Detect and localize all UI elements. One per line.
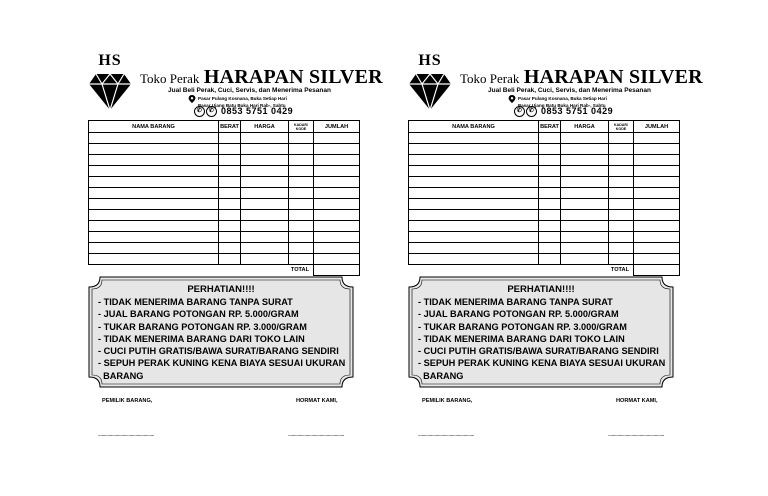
column-header-name: NAMA BARANG [89,121,219,133]
shop-signature-label: HORMAT KAMI, [296,398,338,404]
table-cell[interactable] [89,177,219,188]
table-cell[interactable] [289,243,314,254]
table-cell[interactable] [609,221,634,232]
table-cell[interactable] [561,232,609,243]
table-cell[interactable] [89,188,219,199]
diamond-icon [88,72,132,112]
table-cell[interactable] [314,144,360,155]
table-cell[interactable] [561,221,609,232]
table-row [409,243,680,254]
notice-list [98,296,345,382]
address-line-1: Pasar Pulang Kosnana, Buka Setiap Hari [518,96,607,101]
table-cell[interactable] [289,133,314,144]
shop-phone [194,106,293,117]
table-cell[interactable] [89,133,219,144]
phone-number: 0853 5751 0429 [541,106,614,116]
column-header-name: NAMA BARANG [409,121,539,133]
table-row [89,144,360,155]
table-cell[interactable] [219,210,241,221]
table-cell[interactable] [241,254,289,265]
table-row [89,133,360,144]
table-row [89,188,360,199]
shop-prefix: Toko Perak [140,71,200,86]
table-cell[interactable] [609,166,634,177]
table-cell[interactable] [314,254,360,265]
table-cell[interactable] [609,177,634,188]
table-cell[interactable] [609,210,634,221]
table-cell[interactable] [561,177,609,188]
table-cell[interactable] [561,144,609,155]
table-cell[interactable] [89,199,219,210]
table-cell[interactable] [539,254,561,265]
shop-title [460,66,703,89]
table-cell[interactable] [219,243,241,254]
items-table [88,120,360,276]
table-row [89,177,360,188]
notice-item: - JUAL BARANG POTONGAN RP. 5.000/GRAM [418,309,619,320]
table-cell[interactable] [634,177,680,188]
table-cell[interactable] [609,243,634,254]
table-row [89,254,360,265]
table-cell[interactable] [409,155,539,166]
receipt-left [84,0,383,496]
notice-item: - TIDAK MENERIMA BARANG DARI TOKO LAIN [418,333,625,344]
total-value-cell[interactable] [634,265,680,276]
shop-tagline: Jual Beli Perak, Cuci, Servis, dan Menerima Pesanan [488,87,651,94]
table-cell[interactable] [539,243,561,254]
table-cell[interactable] [241,232,289,243]
table-cell[interactable] [539,188,561,199]
table-cell[interactable] [314,243,360,254]
table-cell[interactable] [561,243,609,254]
owner-signature-line: ................................................ [418,432,475,438]
table-cell[interactable] [634,166,680,177]
table-cell[interactable] [241,155,289,166]
table-cell[interactable] [561,210,609,221]
table-cell[interactable] [409,177,539,188]
table-row [409,166,680,177]
shop-tagline: Jual Beli Perak, Cuci, Servis, dan Menerima Pesanan [168,87,331,94]
shop-phone [514,106,613,117]
table-cell[interactable] [609,155,634,166]
table-cell[interactable] [409,254,539,265]
notice-item: BARANG [98,370,144,381]
table-cell[interactable] [89,221,219,232]
total-row [89,265,360,276]
shop-name: HARAPAN SILVER [523,66,703,88]
table-cell[interactable] [289,155,314,166]
table-cell[interactable] [289,144,314,155]
table-cell[interactable] [409,210,539,221]
table-cell[interactable] [409,243,539,254]
table-row [89,232,360,243]
table-cell[interactable] [219,133,241,144]
table-cell[interactable] [409,144,539,155]
table-cell[interactable] [289,166,314,177]
total-label: TOTAL [610,267,629,274]
table-row [409,232,680,243]
table-cell[interactable] [241,243,289,254]
notice-item: - CUCI PUTIH GRATIS/BAWA SURAT/BARANG SENDIRI [418,346,659,357]
table-cell[interactable] [539,177,561,188]
notice-title: PERHATIAN!!!! [187,284,255,295]
table-cell[interactable] [219,232,241,243]
table-cell[interactable] [609,188,634,199]
shop-title [140,66,383,89]
total-row [409,265,680,276]
whatsapp-icon: ✆ [526,106,537,117]
table-cell[interactable] [289,177,314,188]
table-cell[interactable] [561,199,609,210]
table-row [409,144,680,155]
table-cell[interactable] [219,254,241,265]
owner-signature-label: PEMILIK BARANG, [422,398,473,404]
table-cell[interactable] [89,243,219,254]
table-cell[interactable] [634,155,680,166]
table-cell[interactable] [561,133,609,144]
table-cell[interactable] [241,144,289,155]
table-cell[interactable] [89,210,219,221]
table-cell[interactable] [289,210,314,221]
notice-item: - TIDAK MENERIMA BARANG TANPA SURAT [418,297,613,307]
column-header-weight: BERAT [219,121,241,133]
table-cell[interactable] [409,221,539,232]
whatsapp-icon: ✆ [206,106,217,117]
table-row [409,155,680,166]
table-cell[interactable] [289,254,314,265]
table-row [89,155,360,166]
table-cell[interactable] [219,188,241,199]
table-cell[interactable] [539,221,561,232]
column-header-price: HARGA [561,121,609,133]
table-cell[interactable] [609,144,634,155]
table-cell[interactable] [539,133,561,144]
table-cell[interactable] [219,177,241,188]
table-cell[interactable] [314,210,360,221]
table-cell[interactable] [609,254,634,265]
table-cell[interactable] [409,232,539,243]
table-cell[interactable] [241,188,289,199]
receipt-right [404,0,703,496]
table-cell[interactable] [314,221,360,232]
table-cell[interactable] [219,221,241,232]
table-cell[interactable] [314,133,360,144]
notice-item: BARANG [418,370,464,381]
column-header-price: HARGA [241,121,289,133]
shop-signature-line: ................................................ [608,432,665,438]
table-cell[interactable] [634,210,680,221]
items-table [408,120,680,276]
table-cell[interactable] [314,232,360,243]
notice-list [418,296,665,382]
table-cell[interactable] [241,221,289,232]
diamond-icon [408,72,452,112]
column-header-amount: JUMLAH [634,121,680,133]
table-row [409,210,680,221]
table-cell[interactable] [609,133,634,144]
phone-icon: ✆ [514,106,525,117]
table-cell[interactable] [561,254,609,265]
notice-item: - CUCI PUTIH GRATIS/BAWA SURAT/BARANG SENDIRI [98,346,339,357]
table-cell[interactable] [89,232,219,243]
notice-box [408,276,674,388]
table-row [89,166,360,177]
table-cell[interactable] [539,232,561,243]
table-cell[interactable] [609,232,634,243]
table-cell[interactable] [539,155,561,166]
shop-name: HARAPAN SILVER [203,66,383,88]
column-header-grade: KADAR/ KODE [289,121,314,133]
notice-item: - SEPUH PERAK KUNING KENA BIAYA SESUAI UKURAN [98,358,346,369]
table-cell[interactable] [634,144,680,155]
address-line-2: Pasar Ujang Batu Buka Hari Rab-, Sabtu [518,103,606,108]
address-line-1: Pasar Pulang Kosnana, Buka Setiap Hari [198,96,287,101]
notice-title: PERHATIAN!!!! [507,284,575,295]
owner-signature-line: ................................................ [98,432,155,438]
table-cell[interactable] [314,155,360,166]
table-cell[interactable] [219,199,241,210]
table-cell[interactable] [561,166,609,177]
table-cell[interactable] [289,232,314,243]
table-cell[interactable] [241,199,289,210]
table-cell[interactable] [89,166,219,177]
owner-signature-label: PEMILIK BARANG, [102,398,153,404]
notice-item: - TIDAK MENERIMA BARANG DARI TOKO LAIN [98,333,305,344]
shop-signature-line: ................................................ [288,432,345,438]
table-cell[interactable] [409,188,539,199]
logo-monogram: HS [98,52,122,69]
notice-item: - SEPUH PERAK KUNING KENA BIAYA SESUAI UKURAN [418,358,666,369]
table-cell[interactable] [634,221,680,232]
table-cell[interactable] [289,199,314,210]
table-cell[interactable] [539,166,561,177]
table-cell[interactable] [634,254,680,265]
table-cell[interactable] [634,232,680,243]
table-header-row [409,121,680,133]
table-cell[interactable] [289,188,314,199]
table-row [89,210,360,221]
total-value-cell[interactable] [314,265,360,276]
table-cell[interactable] [241,133,289,144]
table-cell[interactable] [241,166,289,177]
table-header-row [89,121,360,133]
table-row [89,199,360,210]
notice-item: - TIDAK MENERIMA BARANG TANPA SURAT [98,297,293,307]
table-cell[interactable] [219,144,241,155]
notice-box [88,276,354,388]
table-cell[interactable] [634,199,680,210]
table-row [409,199,680,210]
column-header-weight: BERAT [539,121,561,133]
table-cell[interactable] [314,166,360,177]
address-line-2: Pasar Ujang Batu Buka Hari Rab-, Sabtu [198,103,286,108]
table-cell[interactable] [314,188,360,199]
logo-monogram: HS [418,52,442,69]
table-cell[interactable] [634,243,680,254]
table-cell[interactable] [289,221,314,232]
table-cell[interactable] [241,210,289,221]
column-header-grade: KADAR/ KODE [609,121,634,133]
notice-item: - JUAL BARANG POTONGAN RP. 5.000/GRAM [98,309,299,320]
table-row [89,221,360,232]
phone-icon: ✆ [194,106,205,117]
table-cell[interactable] [89,254,219,265]
column-header-amount: JUMLAH [314,121,360,133]
table-row [409,221,680,232]
table-cell[interactable] [241,177,289,188]
shop-prefix: Toko Perak [460,71,520,86]
table-cell[interactable] [89,155,219,166]
table-cell[interactable] [609,199,634,210]
table-row [409,177,680,188]
table-row [409,188,680,199]
table-cell[interactable] [561,188,609,199]
table-cell[interactable] [219,166,241,177]
table-cell[interactable] [314,199,360,210]
table-cell[interactable] [561,155,609,166]
table-row [89,243,360,254]
table-row [409,133,680,144]
phone-number: 0853 5751 0429 [221,106,294,116]
table-cell[interactable] [219,155,241,166]
table-cell[interactable] [314,177,360,188]
table-cell[interactable] [539,199,561,210]
table-cell[interactable] [409,133,539,144]
table-cell[interactable] [89,144,219,155]
shop-signature-label: HORMAT KAMI, [616,398,658,404]
table-cell[interactable] [634,133,680,144]
table-cell[interactable] [409,166,539,177]
notice-item: - TUKAR BARANG POTONGAN RP. 3.000/GRAM [418,321,627,332]
table-cell[interactable] [539,210,561,221]
table-cell[interactable] [634,188,680,199]
table-cell[interactable] [539,144,561,155]
table-cell[interactable] [409,199,539,210]
notice-item: - TUKAR BARANG POTONGAN RP. 3.000/GRAM [98,321,307,332]
table-row [409,254,680,265]
total-label: TOTAL [290,267,309,274]
